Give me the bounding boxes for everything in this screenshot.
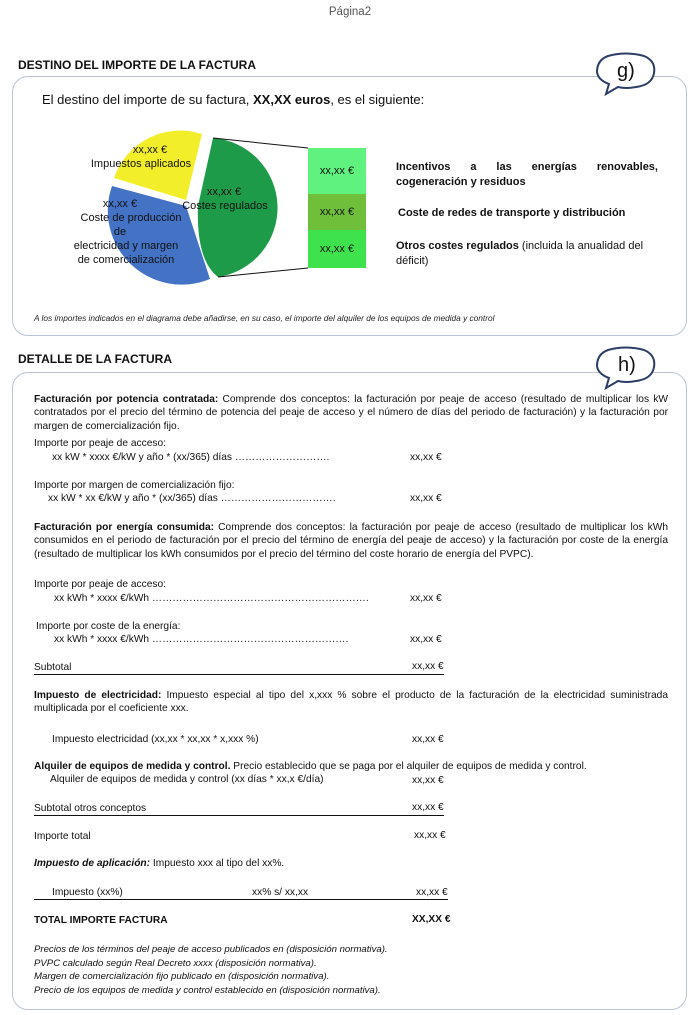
legend-otros (396, 239, 646, 269)
aplicacion-heading: Impuesto de aplicación: (34, 858, 151, 869)
impuesto-value: xx,xx € (412, 734, 444, 745)
en-coste-formula: xx kWh * xxxx €/kWh …………………………………………………. (54, 634, 349, 645)
subtotal-label: Subtotal (34, 662, 72, 673)
bar-segment-otros (308, 230, 366, 268)
pie-regulados-label: Costes regulados (182, 200, 268, 212)
bubble-g-label: g) (617, 60, 635, 82)
intro-amount: XX,XX euros (253, 92, 331, 107)
alquiler-paragraph (34, 760, 668, 773)
impuesto-line: Impuesto electricidad (xx,xx * xx,xx * x,xxx %) (52, 734, 259, 745)
impuesto-heading: Impuesto de electricidad: (34, 690, 162, 701)
potencia-heading: Facturación por potencia contratada: (34, 394, 219, 405)
en-peaje-label: Importe por peaje de acceso: (34, 579, 166, 590)
aplicacion-text: Impuesto xxx al tipo del xx%. (150, 858, 285, 869)
pie-coste-label-1: Coste de producción (80, 212, 182, 224)
aplicacion-value: xx,xx € (416, 887, 448, 898)
importe-total-label: Importe total (34, 831, 91, 842)
bubble-h-label: h) (618, 354, 636, 376)
alquiler-line: Alquiler de equipos de medida y control (xx días * xx,x €/día) (50, 774, 324, 785)
page-number: Página2 (328, 6, 372, 18)
aplicacion-label: Impuesto (xx%) (52, 887, 123, 898)
legend-incentivos: Incentivos a las energías renovables, cogeneración y residuos (396, 161, 658, 188)
en-coste-label: Importe por coste de la energía: (36, 621, 181, 632)
aplicacion-paragraph (34, 857, 284, 870)
pie-coste-label-4: de comercialización (77, 254, 175, 266)
footnote-2: PVPC calculado según Real Decreto xxxx (disposición normativa). (34, 957, 317, 969)
subtotal-otros-value: xx,xx € (412, 802, 444, 813)
energia-text: Comprende dos conceptos: la facturación por peaje de acceso (resultado de multiplicar los kWh consumidos en el periodo de facturación por el precio del término de energía del peaje de acceso) y la facturación por coste de la energía (resultado de multiplicar los kWh consumidos por el precio del término del coste horario de energía del PVPC). (34, 522, 668, 560)
legend-otros-bold: Otros costes regulados (396, 240, 519, 252)
subtotal-otros-underline (34, 815, 444, 816)
legend-redes: Coste de redes de transporte y distribución (398, 207, 626, 219)
pot-peaje-label: Importe por peaje de acceso: (34, 438, 166, 449)
en-peaje-formula: xx kWh * xxxx €/kWh ………………………………………………………. (54, 593, 369, 604)
subtotal-underline (34, 674, 444, 675)
energia-heading: Facturación por energía consumida: (34, 522, 215, 533)
pot-margen-formula: xx kW * xx €/kW y año * (xx/365) días ……………………………. (48, 493, 336, 504)
regulados-breakdown-bar (308, 148, 366, 268)
pie-impuestos-value: xx,xx € (132, 144, 168, 156)
pie-coste-value: xx,xx € (102, 198, 138, 210)
pot-margen-label: Importe por margen de comercialización fijo: (34, 480, 235, 491)
pie-coste-label-2: de (113, 226, 127, 238)
bar-segment-redes (308, 194, 366, 230)
en-coste-value: xx,xx € (410, 634, 442, 645)
intro-text: El destino del importe de su factura, (42, 92, 254, 107)
legend-otros-rest: (incluida la anualidad del déficit) (396, 240, 644, 267)
importe-total-value: xx,xx € (414, 830, 446, 841)
detalle-title: DETALLE DE LA FACTURA (18, 352, 172, 366)
impuesto-text: Impuesto especial al tipo del x,xxx % sobre el producto de la facturación de la electricidad suministrada multiplicada por el coeficiente xxx. (34, 690, 668, 715)
aplicacion-base: xx% s/ xx,xx (252, 887, 309, 898)
intro-text-end: , es el siguiente: (330, 92, 425, 107)
alquiler-text: Precio establecido que se paga por el alquiler de equipos de medida y control. (230, 761, 587, 772)
aplicacion-underline (34, 899, 448, 900)
pie-impuestos-label: Impuestos aplicados (90, 158, 192, 170)
footnote-1: Precios de los términos del peaje de acceso publicados en (disposición normativa). (34, 944, 388, 955)
footnote-3: Margen de comercialización fijo publicado en (disposición normativa). (34, 971, 330, 983)
bar-value-incentivos: xx,xx € (319, 165, 355, 177)
pie-coste-label-3: electricidad y margen (73, 240, 179, 252)
subtotal-otros-label: Subtotal otros conceptos (34, 803, 147, 814)
en-peaje-value: xx,xx € (410, 593, 442, 604)
destino-title: DESTINO DEL IMPORTE DE LA FACTURA (18, 58, 257, 72)
subtotal-value: xx,xx € (412, 661, 444, 672)
total-label: TOTAL IMPORTE FACTURA (34, 915, 168, 926)
bar-value-redes: xx,xx € (319, 206, 355, 218)
impuesto-paragraph (34, 689, 668, 716)
total-value: XX,XX € (412, 914, 451, 925)
potencia-paragraph (34, 393, 668, 433)
pot-margen-value: xx,xx € (410, 493, 442, 504)
pot-peaje-formula: xx kW * xxxx €/kW y año * (xx/365) días ………………………. (52, 452, 330, 463)
bar-segment-incentivos (308, 148, 366, 194)
energia-paragraph (34, 521, 668, 561)
bar-value-otros: xx,xx € (319, 243, 355, 255)
alquiler-value: xx,xx € (412, 775, 444, 786)
destino-intro (42, 92, 424, 107)
potencia-text: Comprende dos conceptos: la facturación por peaje de acceso (resultado de multiplicar los kW contratados por el precio del término de potencia del peaje de acceso y el número de días del periodo de facturación) y la facturación por margen de comercialización fijo. (34, 394, 668, 432)
footnote-4: Precio de los equipos de medida y control establecido en (disposición normativa). (34, 984, 381, 996)
alquiler-heading: Alquiler de equipos de medida y control. (34, 761, 231, 772)
destino-note: A los importes indicados en el diagrama debe añadirse, en su caso, el importe del alquiler de los equipos de medida y control (34, 313, 495, 323)
footnotes (34, 943, 388, 997)
pie-regulados-value: xx,xx € (206, 186, 242, 198)
pot-peaje-value: xx,xx € (410, 452, 442, 463)
